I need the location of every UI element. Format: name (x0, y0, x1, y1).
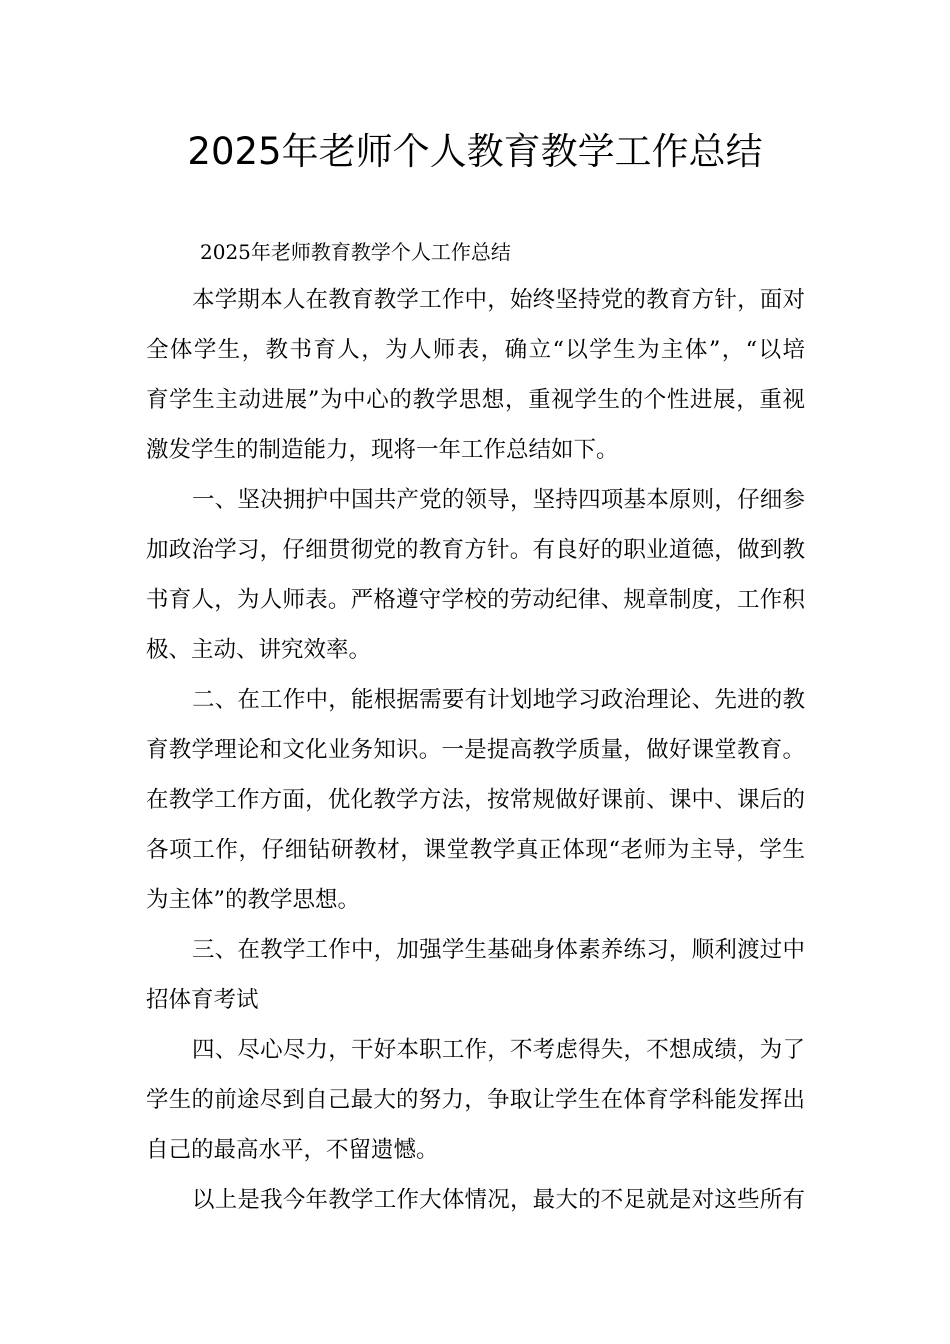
paragraph-2-line-1: 一、坚决拥护中国共产党的领导，坚持四项基本原则，仔细参 (192, 487, 805, 513)
paragraph-3-line-4: 各项工作，仔细钻研教材，课堂教学真正体现“老师为主导，学生 (146, 837, 805, 863)
paragraph-1-line-2: 全体学生，教书育人，为人师表，确立“以学生为主体”，“以培 (146, 337, 805, 363)
paragraph-1-line-4: 激发学生的制造能力，现将一年工作总结如下。 (146, 437, 619, 463)
paragraph-4-line-2: 招体育考试 (146, 987, 259, 1013)
paragraph-3-line-1: 二、在工作中，能根据需要有计划地学习政治理论、先进的教 (192, 687, 805, 713)
paragraph-5-line-2: 学生的前途尽到自己最大的努力，争取让学生在体育学科能发挥出 (146, 1087, 805, 1113)
paragraph-2-line-3: 书育人，为人师表。严格遵守学校的劳动纪律、规章制度，工作积 (146, 587, 805, 613)
paragraph-3-line-3: 在教学工作方面，优化教学方法，按常规做好课前、课中、课后的 (146, 787, 805, 813)
paragraph-6 (146, 1175, 805, 1225)
paragraph-2-line-2: 加政治学习，仔细贯彻党的教育方针。有良好的职业道德，做到教 (146, 537, 805, 563)
document-subtitle: 2025年老师教育教学个人工作总结 (200, 240, 511, 264)
page-title: 2025年老师个人教育教学工作总结 (187, 130, 763, 173)
paragraph-1 (146, 275, 805, 475)
paragraph-2 (146, 475, 805, 675)
paragraph-4-line-1: 三、在教学工作中，加强学生基础身体素养练习，顺利渡过中 (192, 937, 805, 963)
paragraph-1-line-3: 育学生主动进展”为中心的教学思想，重视学生的个性进展，重视 (146, 387, 805, 413)
document-body (146, 275, 805, 1225)
paragraph-2-line-4: 极、主动、讲究效率。 (146, 637, 372, 663)
paragraph-5-line-3: 自己的最高水平，不留遗憾。 (146, 1137, 439, 1163)
paragraph-1-line-1: 本学期本人在教育教学工作中，始终坚持党的教育方针，面对 (192, 287, 805, 313)
paragraph-3-line-2: 育教学理论和文化业务知识。一是提高教学质量，做好课堂教育。 (146, 737, 805, 763)
paragraph-6-line-1: 以上是我今年教学工作大体情况，最大的不足就是对这些所有 (192, 1187, 805, 1213)
paragraph-3 (146, 675, 805, 925)
paragraph-4 (146, 925, 805, 1025)
paragraph-3-line-5: 为主体”的教学思想。 (146, 887, 361, 913)
paragraph-5 (146, 1025, 805, 1175)
paragraph-5-line-1: 四、尽心尽力，干好本职工作，不考虑得失，不想成绩，为了 (192, 1037, 805, 1063)
